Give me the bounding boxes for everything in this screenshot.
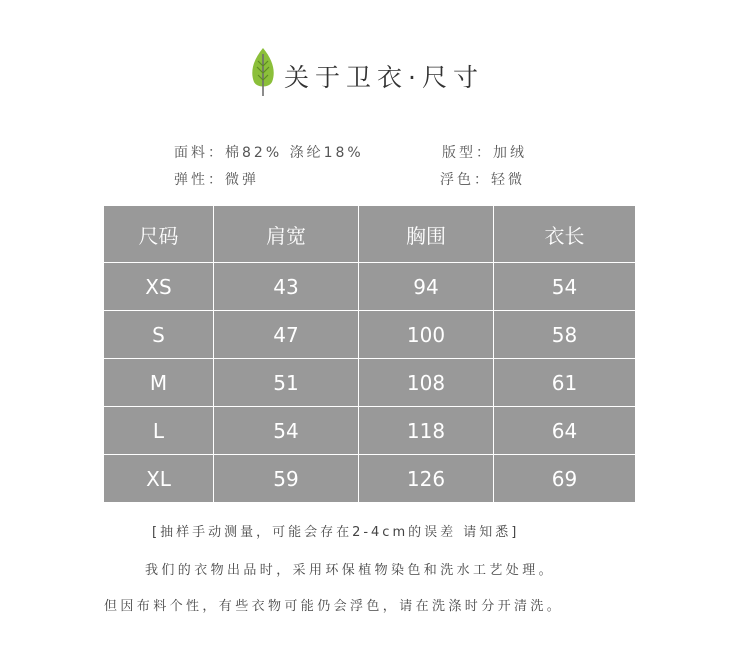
cell-size: L (104, 407, 214, 455)
measurement-note: [抽样手动测量，可能会存在2-4cm的误差 请知悉] (152, 525, 520, 540)
cell-length: 58 (494, 311, 636, 359)
fade-label: 浮色： (440, 172, 491, 188)
cell-shoulder: 47 (214, 311, 359, 359)
table-row (104, 263, 636, 311)
elastic-value: 微弹 (225, 172, 259, 188)
version-value: 加绒 (493, 145, 527, 161)
cell-size: S (104, 311, 214, 359)
table-header-row (104, 206, 636, 263)
fabric-info (174, 142, 364, 162)
fade-info (440, 169, 525, 189)
cell-length: 54 (494, 263, 636, 311)
table-row (104, 359, 636, 407)
cell-shoulder: 51 (214, 359, 359, 407)
header-length: 衣长 (494, 206, 636, 263)
cell-length: 64 (494, 407, 636, 455)
cell-shoulder: 59 (214, 455, 359, 503)
fade-value: 轻微 (491, 172, 525, 188)
leaf-icon (248, 46, 278, 98)
cell-length: 69 (494, 455, 636, 503)
dye-note: 我们的衣物出品时，采用环保植物染色和洗水工艺处理。 (145, 563, 556, 578)
cell-size: XL (104, 455, 214, 503)
header-shoulder: 肩宽 (214, 206, 359, 263)
cell-chest: 100 (359, 311, 494, 359)
cell-chest: 94 (359, 263, 494, 311)
cell-length: 61 (494, 359, 636, 407)
version-label: 版型： (442, 145, 493, 161)
table-row (104, 455, 636, 503)
cell-shoulder: 54 (214, 407, 359, 455)
fabric-label: 面料： (174, 145, 225, 161)
table-row (104, 407, 636, 455)
wash-note: 但因布料个性，有些衣物可能仍会浮色，请在洗涤时分开清洗。 (104, 599, 564, 614)
cell-size: XS (104, 263, 214, 311)
cell-chest: 126 (359, 455, 494, 503)
table-row (104, 311, 636, 359)
elastic-info (174, 169, 259, 189)
header-size: 尺码 (104, 206, 214, 263)
fabric-value: 棉82% 涤纶18% (225, 145, 364, 161)
cell-shoulder: 43 (214, 263, 359, 311)
cell-chest: 108 (359, 359, 494, 407)
elastic-label: 弹性： (174, 172, 225, 188)
cell-size: M (104, 359, 214, 407)
header-chest: 胸围 (359, 206, 494, 263)
page-title: 关于卫衣·尺寸 (284, 63, 484, 92)
cell-chest: 118 (359, 407, 494, 455)
version-info (442, 142, 527, 162)
page-header (248, 44, 484, 100)
size-table (103, 205, 636, 503)
